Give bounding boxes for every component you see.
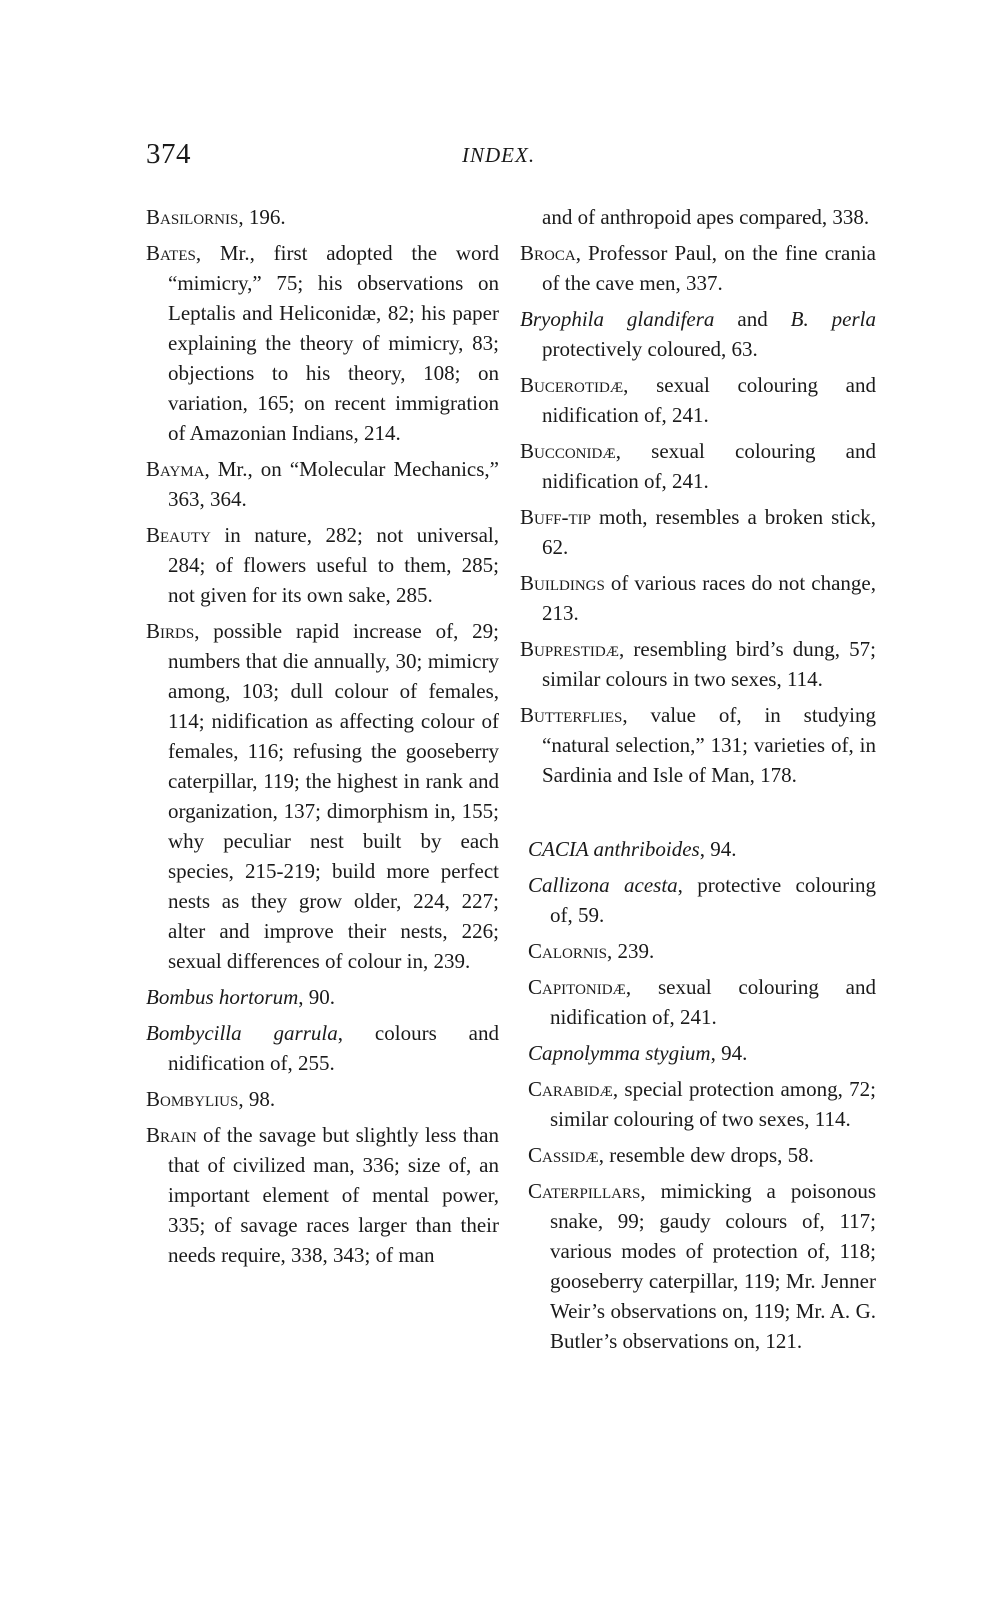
- entry-text: , value of, in studying “natural selection,” 131; varieties of, in Sardinia and Isle of Man, 178.: [542, 703, 876, 787]
- entry-heading-italic: Capnolymma stygium: [528, 1041, 711, 1065]
- entry-heading: Bates: [146, 241, 196, 265]
- index-entry: [528, 1074, 876, 1134]
- entry-text: , Mr., first adopted the word “mimicry,” 75; his observations on Leptalis and Heliconidæ, 82; his paper explaining the theory of mimicry, 83; objections to his theory, 108; on variation, 165; on recent immigration of Amazonian Indians, 214.: [168, 241, 499, 445]
- index-entry: [528, 870, 876, 930]
- entry-text: , colours and nidification of, 255.: [168, 1021, 499, 1075]
- entry-text: , sexual colouring and nidification of, 241.: [542, 439, 876, 493]
- index-entry: [528, 834, 876, 864]
- entry-heading: Bucerotidæ: [520, 373, 624, 397]
- c-section: [520, 834, 876, 1356]
- entry-heading: Butterflies: [520, 703, 623, 727]
- index-entry: [520, 238, 876, 298]
- entry-heading: Buildings: [520, 571, 605, 595]
- entry-text: , 196.: [238, 205, 286, 229]
- entry-text: , 90.: [298, 985, 336, 1009]
- index-entry: [146, 1084, 499, 1114]
- entry-heading: Buprestidæ: [520, 637, 620, 661]
- entry-heading: Bucconidæ: [520, 439, 616, 463]
- entry-heading: Calornis: [528, 939, 608, 963]
- entry-text: , 94.: [710, 1041, 748, 1065]
- entry-text: , 98.: [238, 1087, 276, 1111]
- index-entry: [528, 936, 876, 966]
- index-entry: [146, 238, 499, 448]
- entry-heading: Basilornis: [146, 205, 239, 229]
- entry-heading-italic: Bombycilla garrula: [146, 1021, 338, 1045]
- index-entry: [520, 370, 876, 430]
- entry-heading: Beauty: [146, 523, 211, 547]
- index-column-right: [520, 202, 876, 1362]
- entry-text: , 94.: [699, 837, 737, 861]
- entry-heading-italic: Bombus hortorum: [146, 985, 299, 1009]
- entry-heading-italic: CACIA anthriboides: [528, 837, 700, 861]
- index-entry: [146, 982, 499, 1012]
- index-entry-continuation: and of anthropoid apes compared, 338.: [542, 205, 870, 229]
- entry-heading: Bayma: [146, 457, 205, 481]
- entry-text: moth, resembles a broken stick, 62.: [542, 505, 876, 559]
- entry-heading: Carabidæ: [528, 1077, 613, 1101]
- index-entry: [146, 454, 499, 514]
- entry-text: , Mr., on “Molecular Mechanics,” 363, 364.: [168, 457, 499, 511]
- entry-text: , sexual colouring and nidification of, 241.: [550, 975, 876, 1029]
- entry-text: , protective colouring of, 59.: [550, 873, 876, 927]
- page-number: 374: [146, 138, 191, 170]
- index-column-left: [146, 202, 499, 1276]
- index-entry: [146, 520, 499, 610]
- index-entry: [528, 972, 876, 1032]
- entry-heading: Brain: [146, 1123, 197, 1147]
- entry-text: , possible rapid increase of, 29; numbers that die annually, 30; mimicry among, 103; dull colour of females, 114; nidification as affecting colour of females, 116; refusing the gooseberry caterpillar, 119; the highest in rank and organization, 137; dimorphism in, 155; why peculiar nest built by each species, 215-219; build more perfect nests as they grow older, 224, 227; alter and improve their nests, 226; sexual differences of colour in, 239.: [168, 619, 499, 973]
- index-entry: [146, 1120, 499, 1270]
- index-entry: [520, 502, 876, 562]
- entry-text: , 239.: [607, 939, 655, 963]
- section-gap: [520, 796, 876, 834]
- index-entry: [528, 1038, 876, 1068]
- index-entry: [520, 304, 876, 364]
- entry-text: of various races do not change, 213.: [542, 571, 876, 625]
- entry-text: of the savage but slightly less than that of civilized man, 336; size of, an important element of mental power, 335; of savage races larger than their needs require, 338, 343; of man: [168, 1123, 499, 1267]
- index-entry: [146, 202, 499, 232]
- index-entry: [528, 1176, 876, 1356]
- entry-heading: Capitonidæ: [528, 975, 626, 999]
- entry-heading: Buff-tip: [520, 505, 592, 529]
- entry-heading: Caterpillars: [528, 1179, 641, 1203]
- entry-text: , resemble dew drops, 58.: [598, 1143, 814, 1167]
- entry-text: in nature, 282; not universal, 284; of flowers useful to them, 285; not given for its own sake, 285.: [168, 523, 499, 607]
- entry-heading-italic: B. perla: [790, 307, 877, 331]
- index-entry: [146, 1018, 499, 1078]
- entry-text: and: [714, 307, 791, 331]
- index-entry: [520, 568, 876, 628]
- entry-heading: Broca: [520, 241, 576, 265]
- index-entry: [520, 700, 876, 790]
- index-entry: [520, 634, 876, 694]
- entry-text: , special protection among, 72; similar colouring of two sexes, 114.: [550, 1077, 876, 1131]
- running-title: INDEX.: [462, 143, 536, 167]
- entry-text: , Professor Paul, on the fine crania of the cave men, 337.: [542, 241, 876, 295]
- index-entry: [520, 436, 876, 496]
- entry-text: , sexual colouring and nidification of, 241.: [542, 373, 876, 427]
- index-entry: [528, 1140, 876, 1170]
- entry-heading: Bombylius: [146, 1087, 239, 1111]
- entry-text: , resembling bird’s dung, 57; similar colours in two sexes, 114.: [542, 637, 876, 691]
- entry-heading: Birds: [146, 619, 195, 643]
- index-entry: [146, 616, 499, 976]
- entry-text: protectively coloured, 63.: [542, 337, 758, 361]
- entry-heading-italic: Bryophila glandifera: [520, 307, 715, 331]
- entry-heading: Cassidæ: [528, 1143, 599, 1167]
- entry-text: , mimicking a poisonous snake, 99; gaudy colours of, 117; various modes of protection of, 118; gooseberry caterpillar, 119; Mr. Jenner Weir’s observations on, 119; Mr. A. G. Butler’s observations on, 121.: [550, 1179, 876, 1353]
- entry-heading-italic: Callizona acesta: [528, 873, 678, 897]
